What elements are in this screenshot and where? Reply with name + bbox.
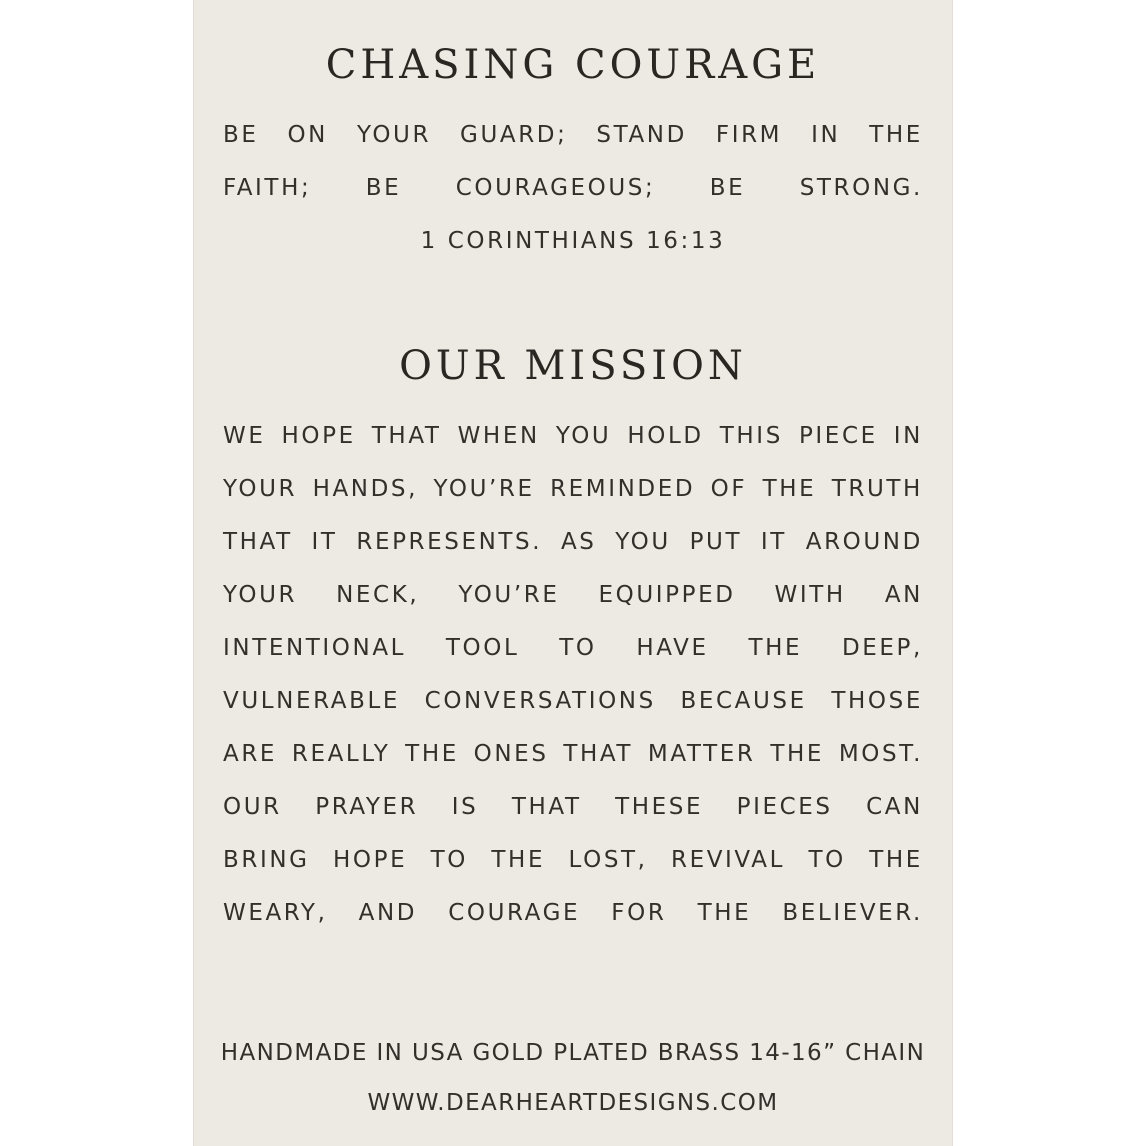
word: BELIEVER. xyxy=(782,900,923,926)
verse-reference: 1 CORINTHIANS 16:13 xyxy=(420,228,726,254)
word: REMINDED xyxy=(550,476,696,502)
word: IN xyxy=(811,122,841,148)
word: CONVERSATIONS xyxy=(424,688,656,714)
word: PRAYER xyxy=(315,794,419,820)
word: YOU’RE xyxy=(458,582,560,608)
word: THESE xyxy=(615,794,704,820)
word: AND xyxy=(358,900,418,926)
word: FAITH; xyxy=(223,175,312,201)
word: THOSE xyxy=(831,688,923,714)
verse-line xyxy=(223,215,923,268)
word: YOUR xyxy=(223,582,298,608)
word: ON xyxy=(287,122,328,148)
word: ONES xyxy=(473,741,549,767)
word: WHEN xyxy=(457,423,540,449)
mission-line xyxy=(223,463,923,516)
word: IS xyxy=(451,794,479,820)
word: BE xyxy=(223,122,259,148)
verse-line xyxy=(223,109,923,162)
word: CAN xyxy=(866,794,923,820)
word: NECK, xyxy=(336,582,420,608)
word: BRING xyxy=(223,847,310,873)
word: TOOL xyxy=(445,635,520,661)
word: TO xyxy=(559,635,597,661)
word: STRONG. xyxy=(799,175,923,201)
word: THE xyxy=(869,122,923,148)
word: LOST, xyxy=(568,847,648,873)
word: AROUND xyxy=(805,529,923,555)
word: THIS xyxy=(719,423,783,449)
word: OUR xyxy=(223,794,282,820)
word: REVIVAL xyxy=(671,847,786,873)
word: HOPE xyxy=(333,847,408,873)
word: YOU xyxy=(555,423,612,449)
word: THAT xyxy=(371,423,442,449)
mission-line xyxy=(223,834,923,887)
product-card xyxy=(193,0,953,1146)
word: WITH xyxy=(774,582,846,608)
word: THAT xyxy=(563,741,634,767)
mission-line xyxy=(223,781,923,834)
mission-title: OUR MISSION xyxy=(399,343,747,389)
word: MATTER xyxy=(647,741,756,767)
word: TRUTH xyxy=(831,476,923,502)
mission-line xyxy=(223,569,923,622)
mission-block xyxy=(223,410,923,940)
word: BE xyxy=(365,175,402,201)
word: GUARD; xyxy=(460,122,568,148)
word: MOST. xyxy=(838,741,923,767)
word: STAND xyxy=(596,122,687,148)
word: AS xyxy=(560,529,597,555)
word: HANDS, xyxy=(312,476,419,502)
mission-line xyxy=(223,622,923,675)
word: HAVE xyxy=(636,635,709,661)
word: PIECE xyxy=(798,423,878,449)
word: THE xyxy=(697,900,752,926)
word: DEEP, xyxy=(841,635,923,661)
product-details: HANDMADE IN USA GOLD PLATED BRASS 14-16” CHAIN xyxy=(220,1040,926,1066)
word: THE xyxy=(869,847,923,873)
word: THE xyxy=(770,741,824,767)
word: VULNERABLE xyxy=(223,688,401,714)
word: BE xyxy=(709,175,746,201)
word: OF xyxy=(710,476,748,502)
mission-line xyxy=(223,887,923,940)
word: HOPE xyxy=(281,423,356,449)
word: YOUR xyxy=(223,476,298,502)
word: HOLD xyxy=(627,423,704,449)
word: TO xyxy=(430,847,468,873)
word: THE xyxy=(748,635,803,661)
word: REPRESENTS. xyxy=(356,529,543,555)
word: IT xyxy=(311,529,338,555)
word: BECAUSE xyxy=(680,688,807,714)
word: YOUR xyxy=(356,122,432,148)
word: WEARY, xyxy=(223,900,328,926)
word: AN xyxy=(884,582,923,608)
word: IT xyxy=(760,529,787,555)
word: THAT xyxy=(223,529,293,555)
word: THE xyxy=(405,741,459,767)
website-link[interactable]: WWW.DEARHEARTDESIGNS.COM xyxy=(367,1090,779,1116)
word: THE xyxy=(762,476,817,502)
word: WE xyxy=(223,423,266,449)
word: INTENTIONAL xyxy=(223,635,407,661)
mission-line xyxy=(223,675,923,728)
word: TO xyxy=(808,847,846,873)
verse-line xyxy=(223,162,923,215)
word: COURAGEOUS; xyxy=(455,175,656,201)
word: ARE xyxy=(223,741,278,767)
word: COURAGE xyxy=(448,900,581,926)
word: YOU’RE xyxy=(433,476,535,502)
word: THAT xyxy=(511,794,582,820)
word: PUT xyxy=(689,529,743,555)
card-title: CHASING COURAGE xyxy=(325,42,821,88)
word: FOR xyxy=(611,900,667,926)
word: YOU xyxy=(615,529,671,555)
word: EQUIPPED xyxy=(598,582,736,608)
verse-block xyxy=(223,109,923,268)
word: REALLY xyxy=(291,741,391,767)
word: THE xyxy=(491,847,546,873)
word: IN xyxy=(893,423,923,449)
word: PIECES xyxy=(736,794,833,820)
mission-line xyxy=(223,516,923,569)
word: FIRM xyxy=(715,122,783,148)
mission-line xyxy=(223,410,923,463)
mission-line xyxy=(223,728,923,781)
